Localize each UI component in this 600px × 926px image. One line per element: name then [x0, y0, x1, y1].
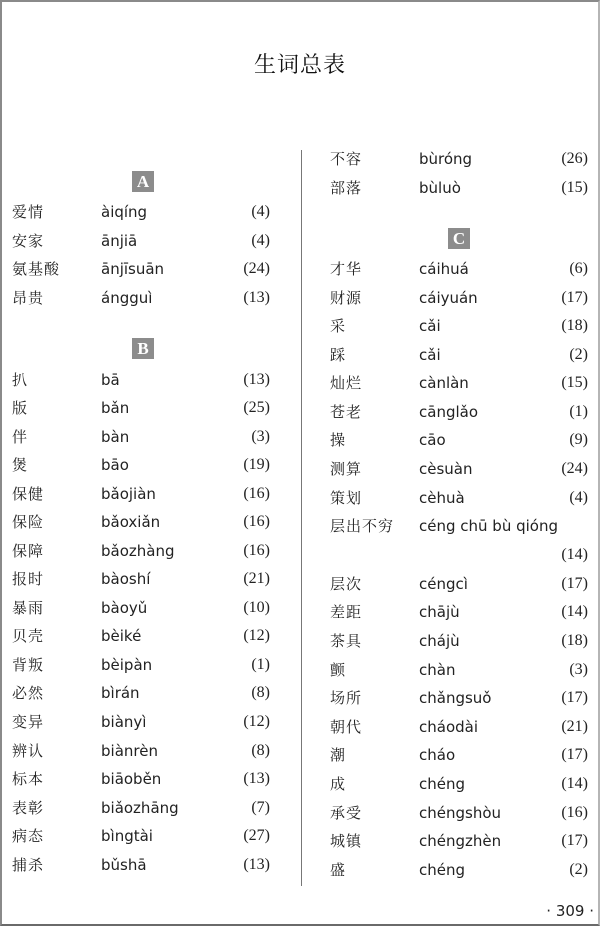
hanzi: 潮	[330, 746, 347, 764]
vocab-row	[12, 708, 270, 736]
lesson-number: (19)	[243, 456, 270, 473]
pinyin: chéng	[419, 775, 466, 793]
pinyin: cāo	[419, 431, 446, 449]
hanzi: 茶具	[330, 632, 363, 650]
lesson-number: (16)	[243, 485, 270, 502]
lesson-number: (2)	[569, 346, 588, 363]
pinyin: ángguì	[101, 289, 153, 307]
hanzi: 层出不穷	[330, 517, 395, 535]
pinyin: bèiké	[101, 627, 142, 645]
pinyin: bìngtài	[101, 827, 153, 845]
lesson-number: (10)	[243, 599, 270, 616]
hanzi: 踩	[330, 346, 347, 364]
pinyin: bā	[101, 371, 120, 389]
lesson-number: (25)	[243, 399, 270, 416]
vocab-row	[330, 770, 588, 798]
hanzi: 操	[330, 431, 347, 449]
hanzi: 扒	[12, 371, 29, 389]
page-number: · 309 ·	[546, 902, 594, 920]
hanzi: 不容	[330, 150, 363, 168]
lesson-number: (27)	[243, 827, 270, 844]
vocab-row	[330, 799, 588, 827]
vocab-row	[330, 484, 588, 512]
vocab-row	[12, 765, 270, 793]
lesson-number: (1)	[251, 656, 270, 673]
hanzi: 层次	[330, 575, 363, 593]
vocab-row	[330, 856, 588, 884]
lesson-number: (15)	[561, 374, 588, 391]
pinyin: bèipàn	[101, 656, 153, 674]
hanzi: 保险	[12, 513, 45, 531]
hanzi: 暴雨	[12, 599, 45, 617]
hanzi: 辨认	[12, 742, 45, 760]
pinyin: cáiyuán	[419, 289, 478, 307]
lesson-number: (18)	[561, 632, 588, 649]
pinyin: céng chū bù qióng	[419, 517, 558, 535]
vocab-row	[330, 426, 588, 454]
lesson-number: (14)	[561, 603, 588, 620]
pinyin: bùluò	[419, 179, 461, 197]
vocab-row	[330, 398, 588, 426]
pinyin: biànrèn	[101, 742, 158, 760]
lesson-number: (15)	[561, 179, 588, 196]
vocab-row	[12, 537, 270, 565]
pinyin: bùróng	[419, 150, 473, 168]
hanzi: 煲	[12, 456, 29, 474]
pinyin: bǎozhàng	[101, 542, 175, 560]
hanzi: 贝壳	[12, 627, 45, 645]
vocab-row	[12, 366, 270, 394]
lesson-number: (21)	[243, 570, 270, 587]
lesson-number: (17)	[561, 689, 588, 706]
section-letter-b: B	[132, 338, 154, 359]
vocab-row	[12, 651, 270, 679]
hanzi: 部落	[330, 179, 363, 197]
vocab-row	[330, 598, 588, 626]
hanzi: 场所	[330, 689, 363, 707]
vocab-row	[330, 255, 588, 283]
vocab-row	[12, 423, 270, 451]
pinyin: bāo	[101, 456, 129, 474]
hanzi: 保健	[12, 485, 45, 503]
hanzi: 表彰	[12, 799, 45, 817]
pinyin: cháo	[419, 746, 456, 764]
vocab-row	[12, 508, 270, 536]
pinyin: cānglǎo	[419, 403, 479, 421]
hanzi: 成	[330, 775, 347, 793]
hanzi: 病态	[12, 827, 45, 845]
lesson-number: (14)	[561, 775, 588, 792]
hanzi: 承受	[330, 804, 363, 822]
pinyin: cháodài	[419, 718, 479, 736]
pinyin: cáihuá	[419, 260, 469, 278]
pinyin: bǔshā	[101, 856, 147, 874]
pinyin: biāoběn	[101, 770, 162, 788]
lesson-number: (21)	[561, 718, 588, 735]
vocab-row	[330, 656, 588, 684]
vocab-row	[12, 737, 270, 765]
pinyin: ānjīsuān	[101, 260, 165, 278]
pinyin: cèsuàn	[419, 460, 473, 478]
vocab-row	[12, 565, 270, 593]
page-title: 生词总表	[253, 53, 346, 78]
hanzi: 变异	[12, 713, 45, 731]
lesson-number: (24)	[243, 260, 270, 277]
lesson-number: (13)	[243, 770, 270, 787]
hanzi: 保障	[12, 542, 45, 560]
lesson-number: (3)	[251, 428, 270, 445]
pinyin: bǎn	[101, 399, 130, 417]
lesson-number: (2)	[569, 861, 588, 878]
hanzi: 版	[12, 399, 29, 417]
pinyin: bàoyǔ	[101, 599, 148, 617]
lesson-number: (8)	[251, 742, 270, 759]
hanzi: 昂贵	[12, 289, 45, 307]
hanzi: 标本	[12, 770, 45, 788]
vocab-row-continuation	[330, 541, 588, 569]
pinyin: cèhuà	[419, 489, 465, 507]
vocab-row	[330, 369, 588, 397]
hanzi: 才华	[330, 260, 363, 278]
vocab-row	[12, 284, 270, 312]
lesson-number: (12)	[243, 627, 270, 644]
lesson-number: (12)	[243, 713, 270, 730]
vocab-row	[330, 284, 588, 312]
vocab-row	[12, 594, 270, 622]
vocab-row	[12, 794, 270, 822]
lesson-number: (13)	[243, 856, 270, 873]
lesson-number: (13)	[243, 371, 270, 388]
hanzi: 安家	[12, 232, 45, 250]
column-divider	[301, 150, 302, 886]
hanzi: 颤	[330, 661, 347, 679]
lesson-number: (9)	[569, 431, 588, 448]
hanzi: 必然	[12, 684, 45, 702]
hanzi: 灿烂	[330, 374, 363, 392]
hanzi: 报时	[12, 570, 45, 588]
pinyin: chéng	[419, 861, 466, 879]
vocab-row	[12, 227, 270, 255]
pinyin: chéngzhèn	[419, 832, 502, 850]
vocab-row	[330, 827, 588, 855]
pinyin: bìrán	[101, 684, 140, 702]
pinyin: cànlàn	[419, 374, 469, 392]
vocab-row	[330, 341, 588, 369]
hanzi: 财源	[330, 289, 363, 307]
lesson-number: (6)	[569, 260, 588, 277]
lesson-number: (16)	[561, 804, 588, 821]
pinyin: ānjiā	[101, 232, 138, 250]
pinyin: àiqíng	[101, 203, 148, 221]
vocab-row	[330, 455, 588, 483]
hanzi: 测算	[330, 460, 363, 478]
pinyin: céngcì	[419, 575, 468, 593]
vocab-row	[330, 145, 588, 173]
pinyin: bǎojiàn	[101, 485, 156, 503]
lesson-number: (14)	[561, 546, 588, 563]
hanzi: 背叛	[12, 656, 45, 674]
hanzi: 盛	[330, 861, 347, 879]
section-letter-a: A	[132, 171, 154, 192]
vocab-row	[330, 684, 588, 712]
hanzi: 苍老	[330, 403, 363, 421]
lesson-number: (4)	[569, 489, 588, 506]
hanzi: 爱情	[12, 203, 45, 221]
pinyin: biǎozhāng	[101, 799, 179, 817]
vocab-row	[12, 255, 270, 283]
lesson-number: (17)	[561, 575, 588, 592]
lesson-number: (17)	[561, 832, 588, 849]
lesson-number: (4)	[251, 203, 270, 220]
hanzi: 采	[330, 317, 347, 335]
vocab-row	[330, 741, 588, 769]
pinyin: cǎi	[419, 346, 441, 364]
vocab-row	[12, 679, 270, 707]
hanzi: 差距	[330, 603, 363, 621]
pinyin: chájù	[419, 632, 460, 650]
vocab-row	[12, 451, 270, 479]
lesson-number: (4)	[251, 232, 270, 249]
pinyin: chǎngsuǒ	[419, 689, 492, 707]
vocab-row	[12, 198, 270, 226]
hanzi: 捕杀	[12, 856, 45, 874]
lesson-number: (16)	[243, 513, 270, 530]
pinyin: chājù	[419, 603, 460, 621]
lesson-number: (16)	[243, 542, 270, 559]
lesson-number: (18)	[561, 317, 588, 334]
vocab-row	[330, 174, 588, 202]
hanzi: 伴	[12, 428, 29, 446]
vocab-row	[12, 622, 270, 650]
vocab-row	[330, 570, 588, 598]
lesson-number: (7)	[251, 799, 270, 816]
pinyin: bàn	[101, 428, 130, 446]
vocab-row	[12, 394, 270, 422]
lesson-number: (13)	[243, 289, 270, 306]
lesson-number: (24)	[561, 460, 588, 477]
vocab-row	[330, 627, 588, 655]
pinyin: chéngshòu	[419, 804, 502, 822]
hanzi: 朝代	[330, 718, 363, 736]
lesson-number: (8)	[251, 684, 270, 701]
vocab-row	[12, 822, 270, 850]
hanzi: 氨基酸	[12, 260, 61, 278]
vocab-row	[330, 713, 588, 741]
section-letter-c: C	[448, 228, 470, 249]
lesson-number: (17)	[561, 746, 588, 763]
hanzi: 策划	[330, 489, 363, 507]
vocab-row	[12, 851, 270, 879]
lesson-number: (17)	[561, 289, 588, 306]
pinyin: bàoshí	[101, 570, 151, 588]
vocab-row	[12, 480, 270, 508]
vocab-row	[330, 512, 588, 540]
lesson-number: (26)	[561, 150, 588, 167]
hanzi: 城镇	[330, 832, 363, 850]
lesson-number: (1)	[569, 403, 588, 420]
pinyin: biànyì	[101, 713, 147, 731]
pinyin: chàn	[419, 661, 456, 679]
vocab-row	[330, 312, 588, 340]
pinyin: cǎi	[419, 317, 441, 335]
pinyin: bǎoxiǎn	[101, 513, 161, 531]
lesson-number: (3)	[569, 661, 588, 678]
